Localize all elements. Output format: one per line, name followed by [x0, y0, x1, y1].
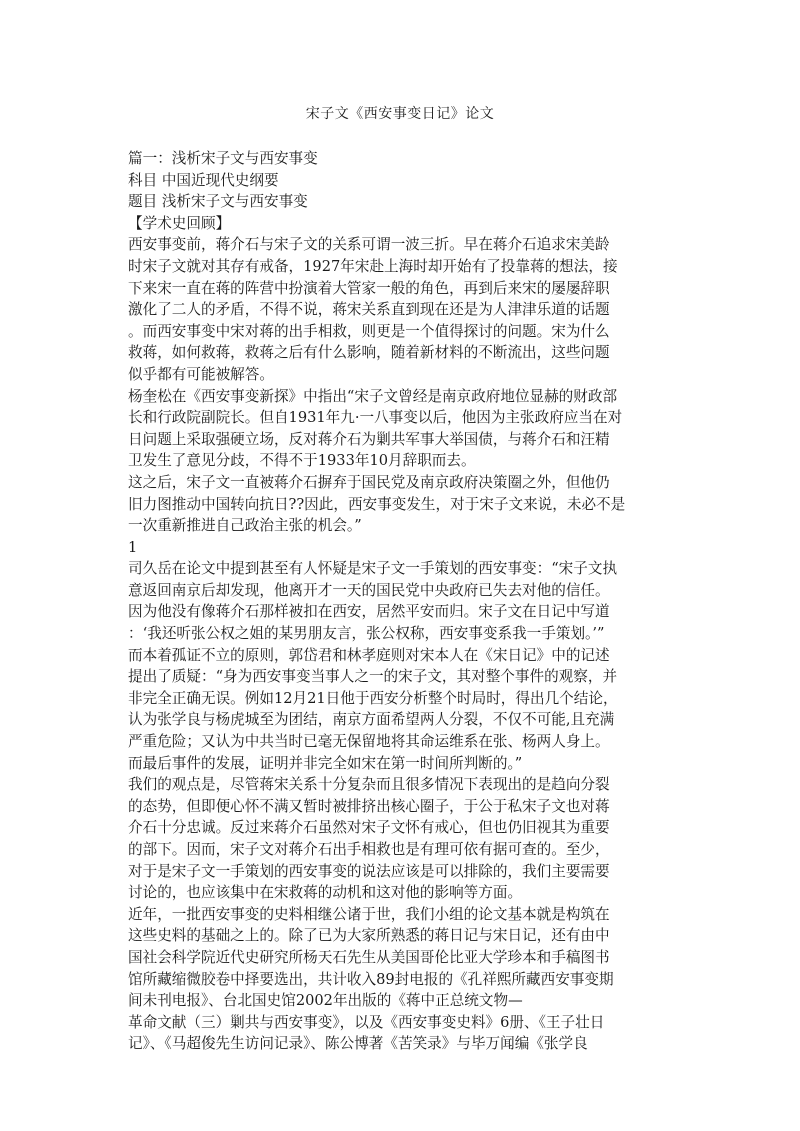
text-line: 日问题上采取强硬立场，反对蒋介石为剿共军事大举国债，与蒋介石和汪精	[128, 430, 610, 448]
text-line: 时宋子文就对其存有戒备，1927年宋赴上海时却开始有了投靠蒋的想法，接	[128, 257, 618, 275]
document-title: 宋子文《西安事变日记》论文	[305, 106, 495, 122]
text-line: 激化了二人的矛盾，不得不说，蒋宋关系直到现在还是为人津津乐道的话题	[128, 301, 610, 319]
text-line: 革命文献（三）剿共与西安事变》，以及《西安事变史料》6册、《王子壮日	[128, 1013, 605, 1031]
text-line: 这之后，宋子文一直被蒋介石摒弃于国民党及南京政府决策圈之外，但他仍	[128, 473, 610, 491]
text-line: 意返回南京后却发现，他离开才一天的国民党中央政府已失去对他的信任。	[128, 581, 610, 599]
text-line: 。而西安事变中宋对蒋的出手相救，则更是一个值得探讨的问题。宋为什么	[128, 322, 610, 340]
text-line: 长和行政院副院长。但自1931年九·一八事变以后，他因为主张政府应当在对	[128, 409, 623, 427]
text-line: 国社会科学院近代史研究所杨天石先生从美国哥伦比亚大学珍本和手稿图书	[128, 948, 610, 966]
text-line: 讨论的，也应该集中在宋救蒋的动机和这对他的影响等方面。	[128, 884, 523, 902]
text-line: 科目 中国近现代史纲要	[128, 171, 279, 189]
document-body	[128, 148, 674, 1055]
text-line: 而最后事件的发展，证明并非完全如宋在第一时间所判断的。”	[128, 754, 523, 772]
text-line: 司久岳在论文中提到甚至有人怀疑是宋子文一手策划的西安事变：“宋子文执	[128, 560, 618, 578]
text-line: 题目 浅析宋子文与西安事变	[128, 193, 308, 211]
text-line: 严重危险；又认为中共当时已毫无保留地将其命运维系在张、杨两人身上。	[128, 733, 610, 751]
text-line: 旧力图推动中国转向抗日??因此，西安事变发生，对于宋子文来说，未必不是	[128, 495, 626, 513]
text-line: 杨奎松在《西安事变新探》中指出“宋子文曾经是南京政府地位显赫的财政部	[128, 387, 618, 405]
text-line: 1	[128, 538, 138, 556]
text-line: 卫发生了意见分歧，不得不于1933年10月辞职而去。	[128, 452, 476, 470]
text-line: 认为张学良与杨虎城至为团结，南京方面希望两人分裂，不仅不可能,且充满	[128, 711, 615, 729]
text-line: 而本着孤证不立的原则，郭岱君和林孝庭则对宋本人在《宋日记》中的记述	[128, 646, 610, 664]
text-line: 下来宋一直在蒋的阵营中扮演着大管家一般的角色，再到后来宋的屡屡辞职	[128, 279, 610, 297]
text-line: 一次重新推进自己政治主张的机会。”	[128, 517, 362, 535]
text-line: 篇一：浅析宋子文与西安事变	[128, 150, 318, 167]
text-line: 提出了质疑：“身为西安事变当事人之一的宋子文，其对整个事件的观察，并	[128, 668, 618, 686]
text-line: 的态势，但即便心怀不满又暂时被排挤出核心圈子，于公于私宋子文也对蒋	[128, 797, 610, 815]
text-line: 我们的观点是，尽管蒋宋关系十分复杂而且很多情况下表现出的是趋向分裂	[128, 776, 610, 794]
text-line: 似乎都有可能被解答。	[128, 365, 274, 383]
text-line: 对于是宋子文一手策划的西安事变的说法应该是可以排除的，我们主要需要	[128, 862, 610, 880]
text-line: 记》、《马超俊先生访问记录》、陈公博著《苦笑录》与毕万闻编《张学良	[128, 1035, 588, 1053]
text-line: 近年，一批西安事变的史料相继公诸于世，我们小组的论文基本就是构筑在	[128, 905, 610, 923]
text-line: ：‘我还听张公权之姐的某男朋友言，张公权称，西安事变系我一手策划。’”	[128, 625, 605, 643]
text-line: 西安事变前，蒋介石与宋子文的关系可谓一波三折。早在蒋介石追求宋美龄	[128, 236, 610, 254]
text-line: 的部下。因而，宋子文对蒋介石出手相救也是有理可依有据可查的。至少，	[128, 841, 610, 858]
text-line: 因为他没有像蒋介石那样被扣在西安，居然平安而归。宋子文在日记中写道	[128, 603, 610, 621]
text-line: 这些史料的基础之上的。除了已为大家所熟悉的蒋日记与宋日记，还有由中	[128, 927, 610, 945]
text-line: 非完全正确无误。例如12月21日他于西安分析整个时局时，得出几个结论，	[128, 689, 618, 707]
text-line: 【学术史回顾】	[128, 214, 231, 232]
text-line: 救蒋，如何救蒋，救蒋之后有什么影响，随着新材料的不断流出，这些问题	[128, 344, 610, 362]
text-line: 馆所藏缩微胶卷中择要选出，共计收入89封电报的《孔祥熙所藏西安事变期	[128, 970, 614, 988]
text-line: 介石十分忠诚。反过来蒋介石虽然对宋子文怀有戒心，但也仍旧视其为重要	[128, 819, 610, 837]
text-line: 间未刊电报》、台北国史馆2002年出版的《蒋中正总统文物—	[128, 992, 523, 1010]
